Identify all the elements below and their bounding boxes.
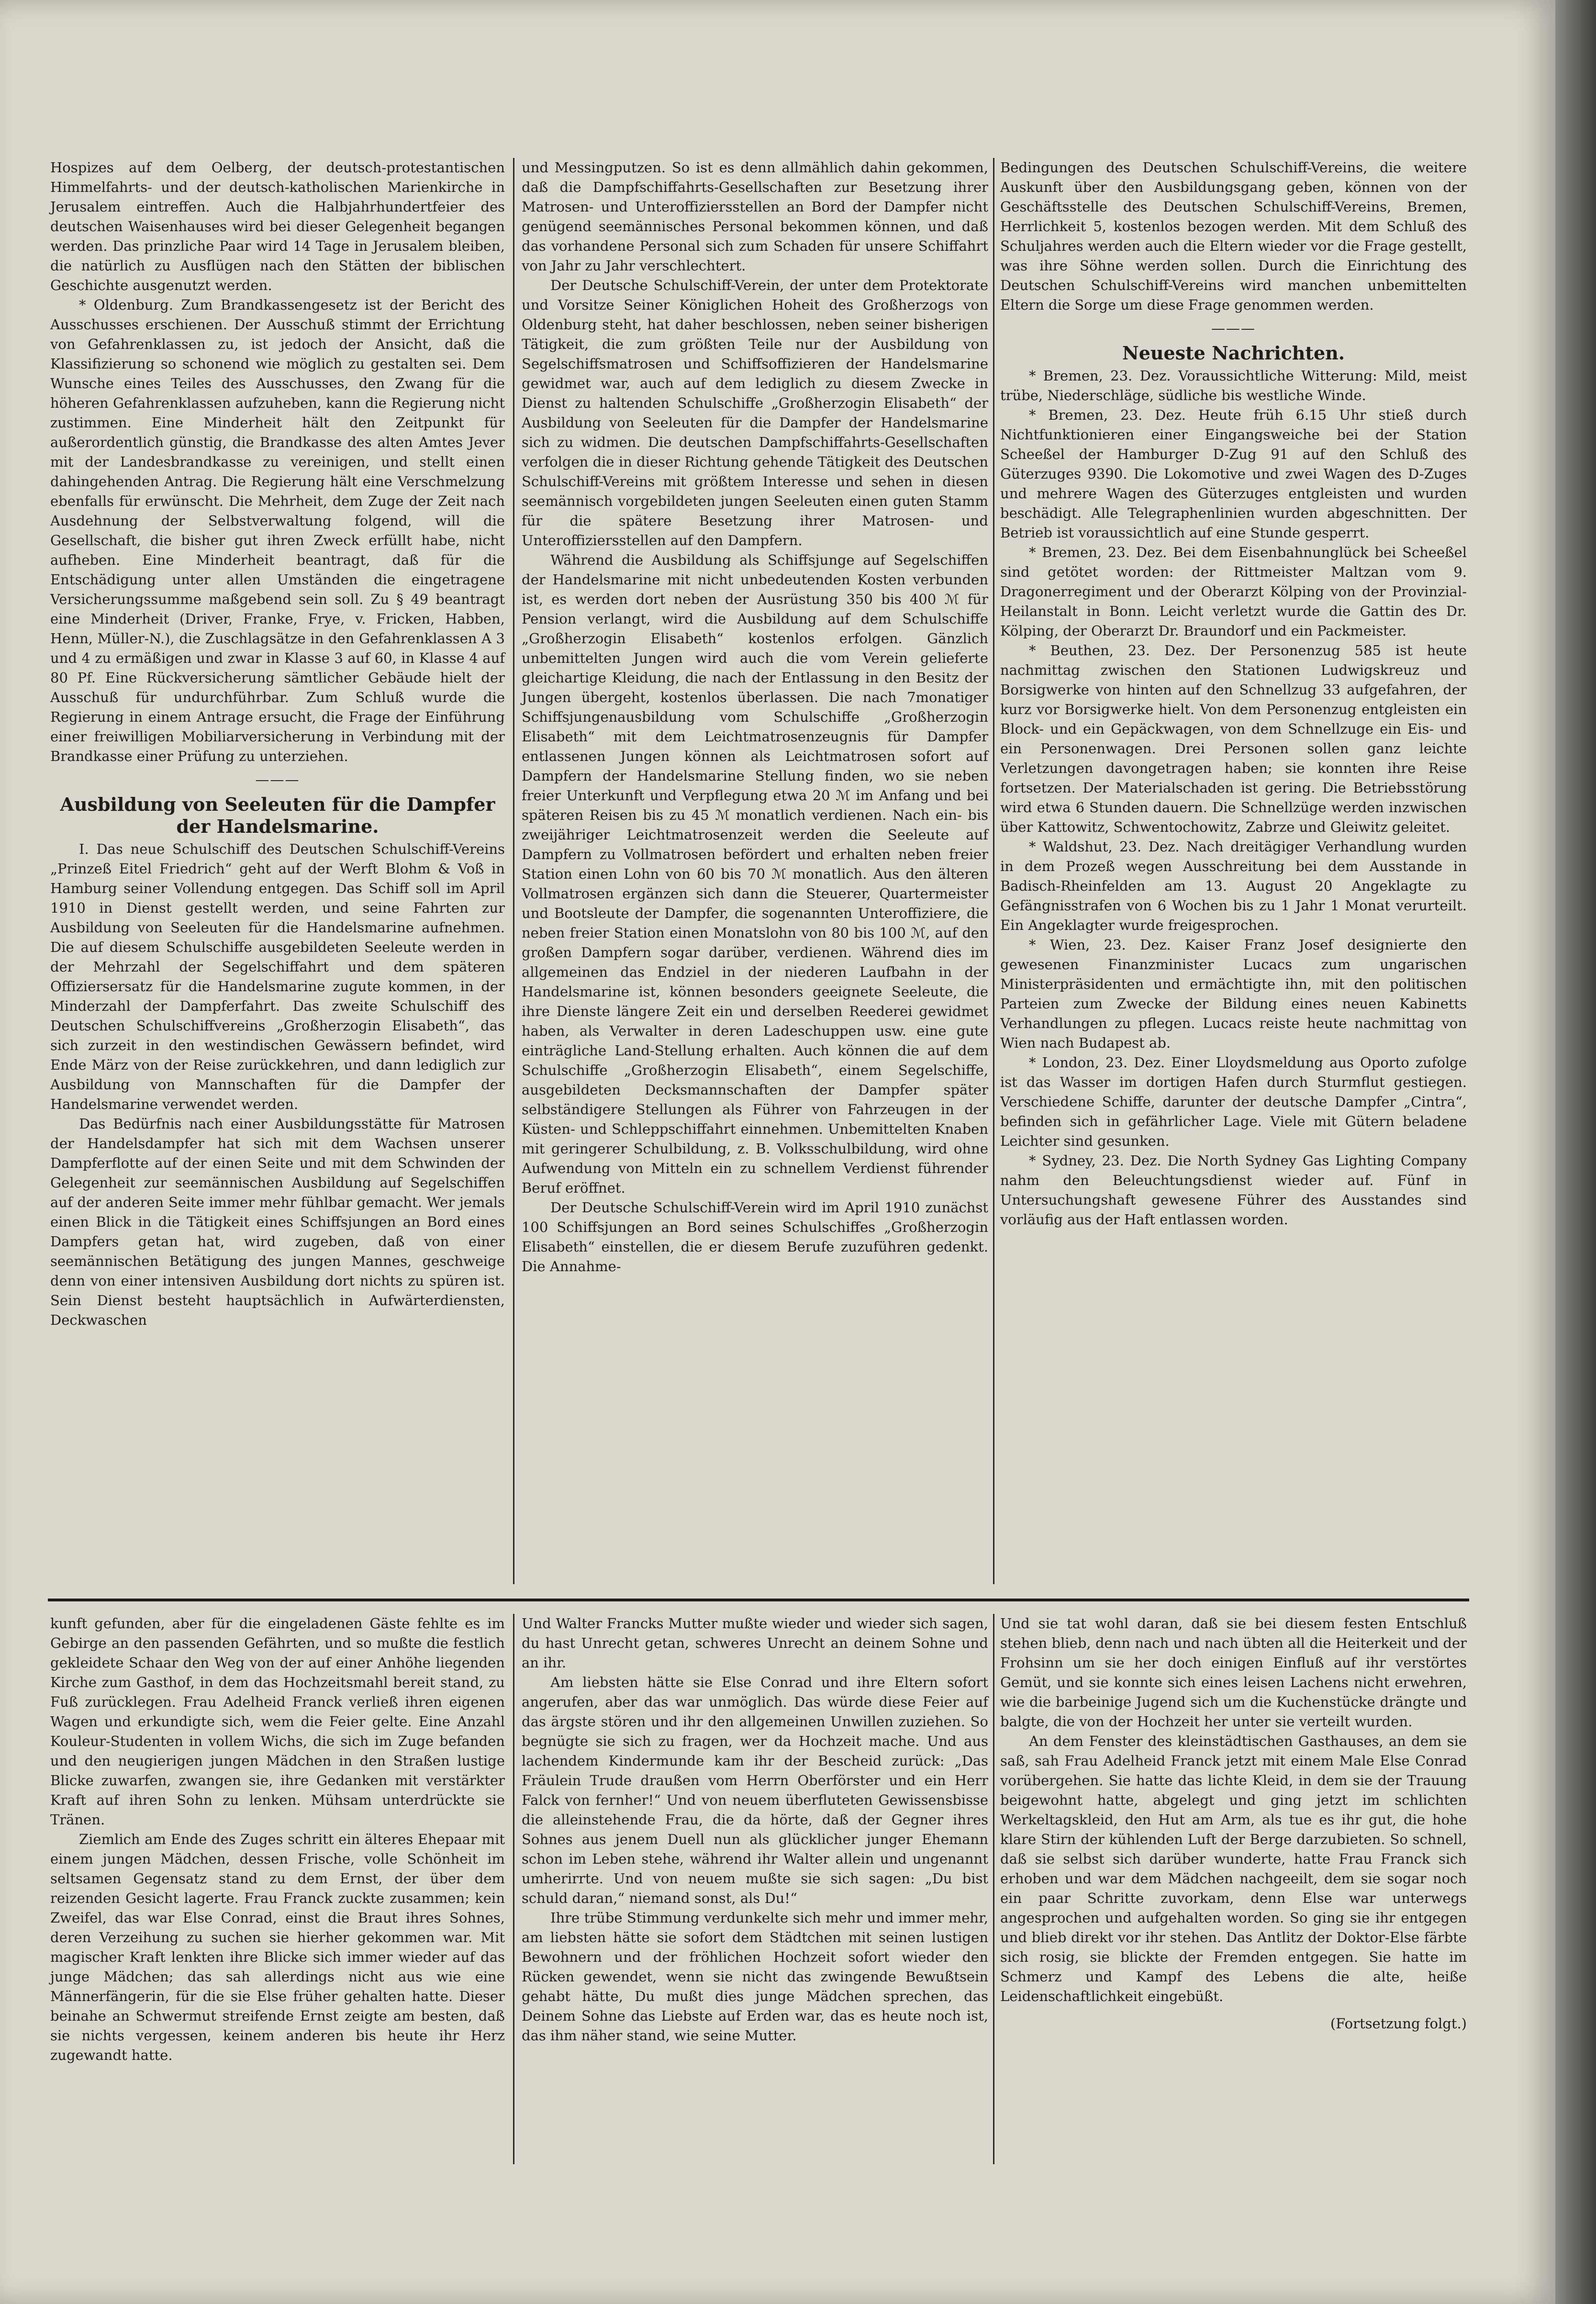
news-heading: Neueste Nachrichten. xyxy=(1122,342,1345,364)
article-paragraph: * Oldenburg. Zum Brandkassengesetz ist der Bericht des Ausschusses erschienen. Der Ausschuß stimmt der Errichtung von Gefahrenklassen zu, ist jedoch der Ansicht, daß die Klassifizierung so schonend wie möglich zu gestalten sei. Dem Wunsche eines Teiles des Ausschusses, den Zwang für die höheren Gefahrenklassen aufzuheben, kann die Regierung nicht zustimmen. Eine Minderheit hält den Zeitpunkt für außerordentlich günstig, die Brandkasse des alten Amtes Jever mit der Landesbrandkasse zu vereinigen, und stellt einen dahingehenden Antrag. Die Regierung hält eine Verschmelzung ebenfalls für erwünscht. Die Mehrheit, dem Zuge der Zeit nach Ausdehnung der Selbstverwaltung folgend, will die Gesellschaft, die bisher gut ihren Zweck erfüllt habe, nicht aufheben. Eine Minderheit beantragt, daß für die Entschädigung unter allen Umständen die eingetragene Versicherungssumme maßgebend sein soll. Zu § 49 beantragt eine Minderheit (Driver, Franke, Frye, v. Fricken, Habben, Henn, Müller-N.), die Zuschlagsätze in den Gefahrenklassen A 3 und 4 zu ermäßigen und zwar in Klasse 3 auf 60, in Klasse 4 auf 80 Pf. Eine Rückversicherung sämtlicher Gebäude hielt der Ausschuß für undurchführbar. Zum Schluß wurde die Regierung in einem Antrage ersucht, die Frage der Einführung einer freiwilligen Mobiliarversicherung in Verbindung mit der Brandkasse einer Prüfung zu unterziehen. xyxy=(50,297,505,764)
news-item: * Bremen, 23. Dez. Heute früh 6.15 Uhr stieß durch Nichtfunktionieren einer Eingangsweiche bei der Station Scheeßel der Hamburger D-Zug 91 auf den Schluß des Güterzuges 9390. Die Lokomotive und zwei Wagen des D-Zuges und mehrere Wagen des Güterzuges entgleisten und wurden beschädigt. Alle Telegraphenlinien wurden abgeschnitten. Der Betrieb ist voraussichtlich auf eine Stunde gesperrt. xyxy=(1000,407,1467,541)
article-paragraph: Während die Ausbildung als Schiffsjunge auf Segelschiffen der Handelsmarine mit nicht unbedeutenden Kosten verbunden ist, es werden dort neben der Ausrüstung 350 bis 400 ℳ für Pension verlangt, wird die Ausbildung auf dem Schulschiffe „Großherzogin Elisabeth“ kostenlos erfolgen. Gänzlich unbemittelten Jungen wird auch die vom Verein gelieferte gleichartige Kleidung, die nach der Entlassung in den Besitz der Jungen übergeht, kostenlos überlassen. Die nach 7monatiger Schiffsjungenausbildung vom Schulschiffe „Großherzogin Elisabeth“ mit dem Leichtmatrosenzeugnis für Dampfer entlassenen Jungen können als Leichtmatrosen sofort auf Dampfern der Handelsmarine Stellung finden, wo sie neben freier Unterkunft und Verpflegung etwa 20 ℳ im Anfang und bei späteren Reisen bis zu 45 ℳ monatlich verdienen. Nach ein- bis zweijähriger Leichtmatrosenzeit werden die Seeleute auf Dampfern zu Vollmatrosen befördert und erhalten neben freier Station einen Lohn von 60 bis 70 ℳ monatlich. Aus den älteren Vollmatrosen ergänzen sich dann die Steuerer, Quartermeister und Bootsleute der Dampfer, die sogenannten Unteroffiziere, die neben freier Station einen Monatslohn von 80 bis 100 ℳ, auf den großen Dampfern sogar darüber, verdienen. Während dies im allgemeinen das Endziel in der niederen Laufbahn in der Handelsmarine ist, können besonders geeignete Seeleute, die ihre Dienste längere Zeit ein und derselben Reederei gewidmet haben, als Verwalter in deren Ladeschuppen usw. eine gute einträgliche Land-Stellung erhalten. Auch können die auf dem Schulschiffe „Großherzogin Elisabeth“, einem Segelschiffe, ausgebildeten Decksmannschaften der Dampfer später selbständigere Stellungen als Führer von Fahrzeugen in der Küsten- und Schleppschiffahrt einnehmen. Unbemittelten Knaben mit geringerer Schulbildung, z. B. Volksschulbildung, wird ohne Aufwendung von Mitteln ein zu schnellem Verdienst führender Beruf eröffnet. xyxy=(522,552,988,1196)
story-paragraph: Ihre trübe Stimmung verdunkelte sich mehr und immer mehr, am liebsten hätte sie sofort dem Städtchen mit seinen lustigen Bewohnern und der fröhlichen Hochzeit sofort wieder den Rücken gewendet, wenn sie nicht das zwingende Bewußtsein gehabt hätte, Du mußt dies junge Mädchen sprechen, das Deinem Sohne das Liebste auf Erden war, das es heute noch ist, das ihm näher stand, wie seine Mutter. xyxy=(522,1910,988,2044)
story-paragraph: Und sie tat wohl daran, daß sie bei diesem festen Entschluß stehen blieb, denn nach und nach übten all die Heiterkeit und der Frohsinn um sie her doch einigen Einfluß auf ihr verstörtes Gemüt, und sie konnte sich eines leisen Lachens nicht erwehren, wie die barbeinige Jugend sich um die Kuchenstücke drängte und balgte, die von der Hochzeit her unter sie verteilt wurden. xyxy=(1000,1615,1467,1730)
page-edge xyxy=(1555,0,1596,2304)
column-divider xyxy=(513,1614,514,2164)
feuilleton-divider xyxy=(48,1599,1469,1601)
section-separator: ——— xyxy=(1211,320,1256,336)
continuation-note: (Fortsetzung folgt.) xyxy=(1330,2015,1467,2032)
story-paragraph: Ziemlich am Ende des Zuges schritt ein älteres Ehepaar mit einem jungen Mädchen, dessen Frische, volle Schönheit im seltsamen Gegensatz stand zu dem Ernst, der über dem reizenden Gesicht lagerte. Frau Franck zuckte zusammen; kein Zweifel, das war Else Conrad, einst die Braut ihres Sohnes, deren Verzeihung zu suchen sie hierher gekommen war. Mit magischer Kraft lenkten ihre Blicke sich immer wieder auf das junge Mädchen; das sah allerdings nicht aus wie eine Männerfängerin, für die sie Else früher gehalten hatte. Dieser beinahe an Schwermut streifende Ernst zeigte am besten, daß sie nichts vergessen, keinem anderen bis heute ihr Herz zugewandt hatte. xyxy=(50,1831,505,2063)
story-paragraph: kunft gefunden, aber für die eingeladenen Gäste fehlte es im Gebirge an den passenden Gefährten, und so mußte die festlich gekleidete Schaar den Weg von der auf einer Anhöhe liegenden Kirche zum Gasthof, in dem das Hochzeitsmahl bereit stand, zu Fuß zurücklegen. Frau Adelheid Franck verließ ihren eigenen Wagen und erkundigte sich, wem die Feier gelte. Eine Anzahl Kouleur-Studenten in vollem Wichs, die sich im Zuge befanden und den neugierigen jungen Mädchen in den Straßen lustige Blicke zuwarfen, zwangen sie, ihre Gedanken mit verstärkter Kraft auf ihren Sohn zu lenken. Mühsam unterdrückte sie Tränen. xyxy=(50,1615,505,1828)
column-divider xyxy=(993,1614,994,2164)
article-paragraph: Der Deutsche Schulschiff-Verein, der unter dem Protektorate und Vorsitze Seiner Königlichen Hoheit des Großherzogs von Oldenburg steht, hat daher beschlossen, neben seiner bisherigen Tätigkeit, die zum größten Teile nur der Ausbildung von Segelschiffsmatrosen und Schiffsoffizieren der Handelsmarine gewidmet war, auch auf dem lediglich zu diesem Zwecke in Dienst zu haltenden Schulschiffe „Großherzogin Elisabeth“ der Ausbildung von Seeleuten für die Dampfer der Handelsmarine sich zu widmen. Die deutschen Dampfschiffahrts-Gesellschaften verfolgen die in dieser Richtung gehende Tätigkeit des Deutschen Schulschiff-Vereins mit größtem Interesse und sehen in diesen seemännisch vorgebildeten jungen Seeleuten einen guten Stamm für die spätere Besetzung ihrer Matrosen- und Unteroffiziersstellen auf den Dampfern. xyxy=(522,277,988,548)
top-column-2 xyxy=(522,158,988,1276)
news-item: * Bremen, 23. Dez. Bei dem Eisenbahnunglück bei Scheeßel sind getötet worden: der Rittmeister Maltzan vom 9. Dragonerregiment und der Oberarzt Kölping von der Provinzial-Heilanstalt in Bonn. Leicht verletzt wurde die Gattin des Dr. Kölping, der Oberarzt Dr. Braundorf und ein Packmeister. xyxy=(1000,544,1467,639)
news-item: * Waldshut, 23. Dez. Nach dreitägiger Verhandlung wurden in dem Prozeß wegen Ausschreitung bei dem Ausstande in Badisch-Rheinfelden am 13. August 20 Angeklagte zu Gefängnisstrafen von 6 Wochen bis zu 1 Jahr 1 Monat verurteilt. Ein Angeklagter wurde freigesprochen. xyxy=(1000,839,1467,933)
top-column-1 xyxy=(50,158,505,1330)
article-paragraph: und Messingputzen. So ist es denn allmählich dahin gekommen, daß die Dampfschiffahrts-Gesellschaften zur Besetzung ihrer Matrosen- und Unteroffiziersstellen an Bord der Dampfer nicht genügend seemännisches Personal bekommen können, und daß das vorhandene Personal sich zum Schaden für unsere Schiffahrt von Jahr zu Jahr verschlechtert. xyxy=(522,159,988,274)
column-divider xyxy=(513,158,514,1584)
story-paragraph: Am liebsten hätte sie Else Conrad und ihre Eltern sofort angerufen, aber das war unmöglich. Das würde diese Feier auf das ärgste stören und ihr den allgemeinen Unwillen zuziehen. So begnügte sie sich zu fragen, wer da Hochzeit mache. Und aus lachendem Kindermunde kam ihr der Bescheid zurück: „Das Fräulein Trude draußen vom Herrn Oberförster und ein Herr Falck von fernher!“ Und von neuem überfluteten Gewissensbisse die alleinstehende Frau, die da hörte, daß der Gegner ihres Sohnes aus jenem Duell nun als glücklicher junger Ehemann schon im Leben stehe, während ihr Walter allein und ungenannt umherirrte. Und von neuem mußte sie sich sagen: „Du bist schuld daran,“ niemand sonst, als Du!“ xyxy=(522,1674,988,1906)
news-item: * Wien, 23. Dez. Kaiser Franz Josef designierte den gewesenen Finanzminister Lucacs zum ungarischen Ministerpräsidenten und ermächtigte ihn, mit den politischen Parteien zum Zwecke der Bildung eines neuen Kabinetts Verhandlungen zu pflegen. Lucacs reiste heute nachmittag von Wien nach Budapest ab. xyxy=(1000,937,1467,1051)
news-item: * London, 23. Dez. Einer Lloydsmeldung aus Oporto zufolge ist das Wasser im dortigen Hafen durch Sturmflut gestiegen. Verschiedene Schiffe, darunter der deutsche Dampfer „Cintra“, befinden sich in gefährlicher Lage. Viele mit Gütern beladene Leichter sind gesunken. xyxy=(1000,1054,1467,1149)
column-divider xyxy=(993,158,994,1584)
section-separator: ——— xyxy=(255,772,300,788)
top-column-3 xyxy=(1000,158,1467,1230)
news-item: * Sydney, 23. Dez. Die North Sydney Gas Lighting Company nahm den Beleuchtungsdienst wieder auf. Fünf in Untersuchungshaft gewesene Führer des Ausstandes sind vorläufig aus der Haft entlassen worden. xyxy=(1000,1152,1467,1228)
article-heading: Ausbildung von Seeleuten für die Dampfer der Handelsmarine. xyxy=(60,794,495,837)
story-paragraph: Und Walter Francks Mutter mußte wieder und wieder sich sagen, du hast Unrecht getan, schweres Unrecht an deinem Sohne und an ihr. xyxy=(522,1615,988,1671)
bottom-column-1 xyxy=(50,1614,505,2065)
news-item: * Beuthen, 23. Dez. Der Personenzug 585 ist heute nachmittag zwischen den Stationen Ludwigskreuz und Borsigwerke von hinten auf den Schnellzug 33 aufgefahren, der kurz vor Borsigwerke hielt. Von dem Personenzug entgleisten ein Block- und ein Gepäckwagen, von dem Schnellzuge ein Eis- und ein Personenwagen. Drei Personen sollen ganz leichte Verletzungen davongetragen haben; sie konnten ihre Reise fortsetzen. Der Materialschaden ist gering. Die Betriebsstörung wird etwa 6 Stunden dauern. Die Schnellzüge werden inzwischen über Kattowitz, Schwentochowitz, Zabrze und Gleiwitz geleitet. xyxy=(1000,642,1467,835)
news-item: * Bremen, 23. Dez. Voraussichtliche Witterung: Mild, meist trübe, Niederschläge, südliche bis westliche Winde. xyxy=(1000,368,1467,403)
article-paragraph: Das Bedürfnis nach einer Ausbildungsstätte für Matrosen der Handelsdampfer hat sich mit dem Wachsen unserer Dampferflotte auf der einen Seite und mit dem Schwinden der Gelegenheit zur seemännischen Ausbildung auf Segelschiffen auf der anderen Seite immer mehr fühlbar gemacht. Wer jemals einen Blick in die Tätigkeit eines Schiffsjungen an Bord eines Dampfers getan hat, wird zugeben, daß von einer seemännischen Betätigung des jungen Mannes, geschweige denn von einer intensiven Ausbildung dort nichts zu spüren ist. Sein Dienst besteht hauptsächlich in Aufwärterdiensten, Deckwaschen xyxy=(50,1116,505,1328)
bottom-column-3 xyxy=(1000,1614,1467,2034)
story-paragraph: An dem Fenster des kleinstädtischen Gasthauses, an dem sie saß, sah Frau Adelheid Franck jetzt mit einem Male Else Conrad vorübergehen. Sie hatte das lichte Kleid, in dem sie der Trauung beigewohnt hatte, abgelegt und ging jetzt im schlichten Werkeltagskleid, den Hut am Arm, als tue es ihr gut, die hohe klare Stirn der kühlenden Luft der Berge darzubieten. So schnell, daß sie selbst sich darüber wunderte, hatte Frau Franck sich erhoben und war dem Mädchen nachgeeilt, dem sie sogar noch ein paar Schritte zuvorkam, denn Else war unterwegs angesprochen und aufgehalten worden. So ging sie ihr entgegen und blieb direkt vor ihr stehen. Das Antlitz der Doktor-Else färbte sich rosig, sie blickte der Fremden entgegen. Sie hatte im Schmerz und Kampf des Lebens die alte, heiße Leidenschaftlichkeit eingebüßt. xyxy=(1000,1733,1467,2004)
article-paragraph: Der Deutsche Schulschiff-Verein wird im April 1910 zunächst 100 Schiffsjungen an Bord seines Schulschiffes „Großherzogin Elisabeth“ einstellen, die er diesem Berufe zuzuführen gedenkt. Die Annahme- xyxy=(522,1199,988,1275)
article-paragraph: Bedingungen des Deutschen Schulschiff-Vereins, die weitere Auskunft über den Ausbildungsgang geben, können von der Geschäftsstelle des Deutschen Schulschiff-Vereins, Bremen, Herrlichkeit 5, kostenlos bezogen werden. Mit dem Schluß des Schuljahres werden auch die Eltern wieder vor die Frage gestellt, was ihre Söhne werden sollen. Durch die Einrichtung des Deutschen Schulschiff-Vereins wird manchen unbemittelten Eltern die Sorge um diese Frage genommen werden. xyxy=(1000,159,1467,313)
article-paragraph: I. Das neue Schulschiff des Deutschen Schulschiff-Vereins „Prinzeß Eitel Friedrich“ geht auf der Werft Blohm & Voß in Hamburg seiner Vollendung entgegen. Das Schiff soll im April 1910 in Dienst gestellt werden, und seine Fahrten zur Ausbildung von Seeleuten für die Handelsmarine aufnehmen. Die auf diesem Schulschiffe ausgebildeten Seeleute werden in der Mehrzahl der Segelschiffahrt und dem späteren Offiziersersatz für die Handelsmarine zugute kommen, in der Minderzahl der Dampferfahrt. Das zweite Schulschiff des Deutschen Schulschiffvereins „Großherzogin Elisabeth“, das sich zurzeit in den westindischen Gewässern befindet, wird Ende März von der Reise zurückkehren, und dann lediglich zur Ausbildung von Mannschaften für die Dampfer der Handelsmarine verwendet werden. xyxy=(50,841,505,1112)
article-paragraph: Hospizes auf dem Oelberg, der deutsch-protestantischen Himmelfahrts- und der deutsch-katholischen Marienkirche in Jerusalem eintreffen. Auch die Halbjahrhundertfeier des deutschen Waisenhauses wird bei dieser Gelegenheit begangen werden. Das prinzliche Paar wird 14 Tage in Jerusalem bleiben, die natürlich zu Ausflügen nach den Stätten der biblischen Geschichte ausgenutzt werden. xyxy=(50,159,505,293)
bottom-column-2 xyxy=(522,1614,988,2046)
